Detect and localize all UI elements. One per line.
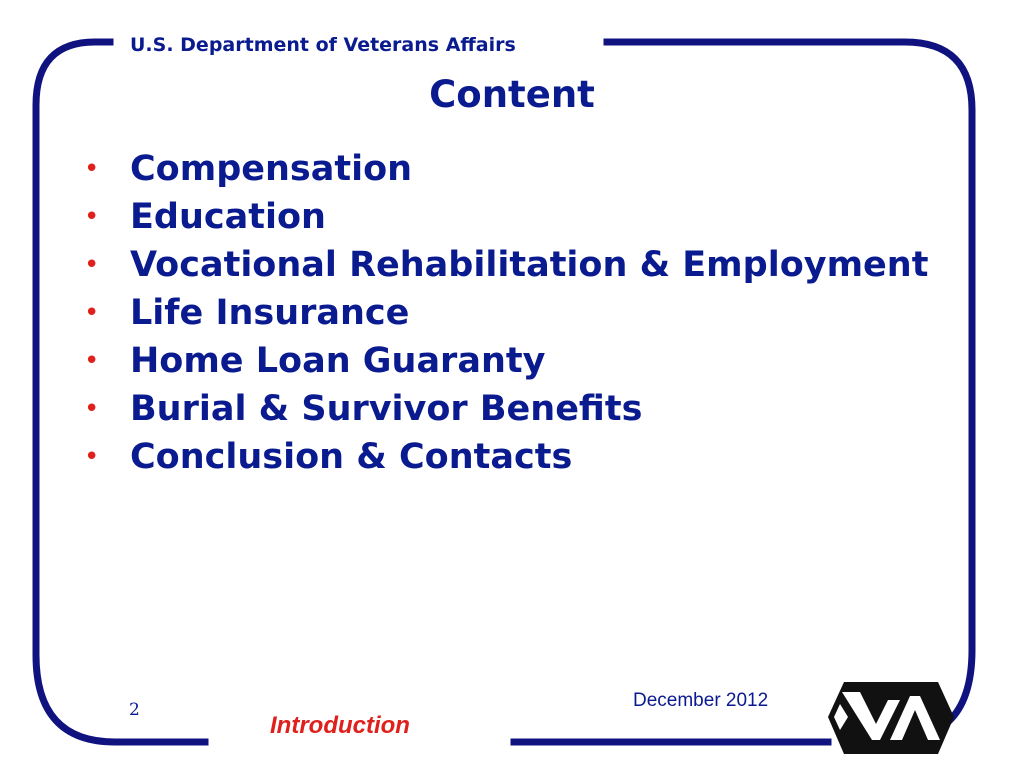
list-item [84, 433, 928, 481]
list-item-label: Home Loan Guaranty [130, 341, 546, 381]
list-item [84, 385, 928, 433]
bullet-dot-icon: • [84, 346, 100, 376]
list-item [84, 145, 928, 193]
list-item [84, 193, 928, 241]
bullet-dot-icon: • [84, 298, 100, 328]
page-number: 2 [129, 700, 140, 720]
list-item [84, 289, 928, 337]
list-item [84, 241, 928, 289]
bullet-dot-icon: • [84, 394, 100, 424]
list-item [84, 337, 928, 385]
list-item-label: Conclusion & Contacts [130, 437, 573, 477]
bullet-dot-icon: • [84, 202, 100, 232]
organization-header: U.S. Department of Veterans Affairs [130, 34, 516, 56]
section-label: Introduction [270, 712, 410, 739]
slide-date: December 2012 [633, 690, 769, 711]
va-logo-icon [826, 674, 956, 760]
list-item-label: Compensation [130, 149, 413, 189]
list-item-label: Education [130, 197, 326, 237]
list-item-label: Life Insurance [130, 293, 410, 333]
bullet-dot-icon: • [84, 154, 100, 184]
list-item-label: Burial & Survivor Benefits [130, 389, 643, 429]
bullet-dot-icon: • [84, 250, 100, 280]
content-list [84, 145, 928, 481]
bullet-dot-icon: • [84, 442, 100, 472]
list-item-label: Vocational Rehabilitation & Employment [130, 245, 929, 285]
slide-title: Content [429, 73, 595, 116]
